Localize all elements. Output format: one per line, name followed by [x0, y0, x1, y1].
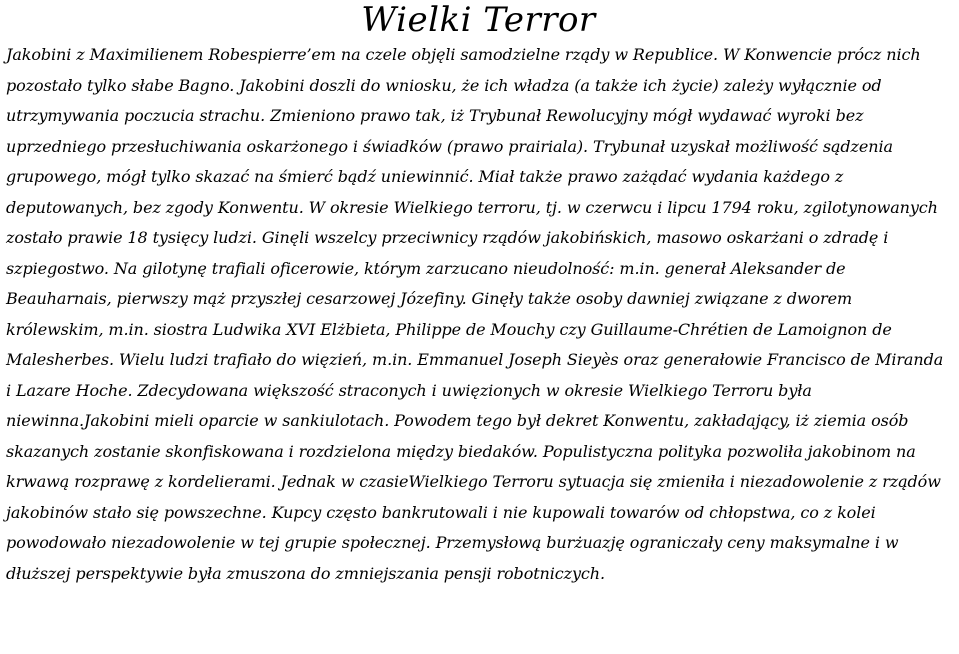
body-paragraph: Jakobini z Maximilienem Robespierre’em na czele objęli samodzielne rządy w Republice. W Konwencie prócz nich pozostało tylko słabe Bagno. Jakobini doszli do wniosku, że ich władza (a także ich życie) zależy wyłącznie od utrzymywania poczucia strachu. Zmieniono prawo tak, iż Trybunał Rewolucyjny mógł wydawać wyroki bez uprzedniego przesłuchiwania oskarżonego i świadków (prawo prairiala). Trybunał uzyskał możliwość sądzenia grupowego, mógł tylko skazać na śmierć bądź uniewinnić. Miał także prawo zażądać wydania każdego z deputowanych, bez zgody Konwentu. W okresie Wielkiego terroru, tj. w czerwcu i lipcu 1794 roku, zgilotynowanych zostało prawie 18 tysięcy ludzi. Ginęli wszelcy przeciwnicy rządów jakobińskich, masowo oskarżani o zdradę i szpiegostwo. Na gilotynę trafiali oficerowie, którym zarzucano nieudolność: m.in. generał Aleksander de Beauharnais, pierwszy mąż przyszłej cesarzowej Józefiny. Ginęły także osoby dawniej związane z dworem królewskim, m.in. siostra Ludwika XVI Elżbieta, Philippe de Mouchy czy Guillaume-Chrétien de Lamoignon de Malesherbes. Wielu ludzi trafiało do więzień, m.in. Emmanuel Joseph Sieyès oraz generałowie Francisco de Miranda i Lazare Hoche. Zdecydowana większość straconych i uwięzionych w okresie Wielkiego Terroru była niewinna.Jakobini mieli oparcie w sankiulotach. Powodem tego był dekret Konwentu, zakładający, iż ziemia osób skazanych zostanie skonfiskowana i rozdzielona między biedaków. Populistyczna polityka pozwoliła jakobinom na krwawą rozprawę z kordelierami. Jednak w czasieWielkiego Terroru sytuacja się zmieniła i niezadowolenie z rządów jakobinów stało się powszechne. Kupcy często bankrutowali i nie kupowali towarów od chłopstwa, co z kolei powodowało niezadowolenie w tej grupie społecznej. Przemysłową burżuazję ograniczały ceny maksymalne i w dłuższej perspektywie była zmuszona do zmniejszania pensji robotniczych.: [6, 45, 944, 583]
document-title: Wielki Terror: [361, 0, 596, 40]
